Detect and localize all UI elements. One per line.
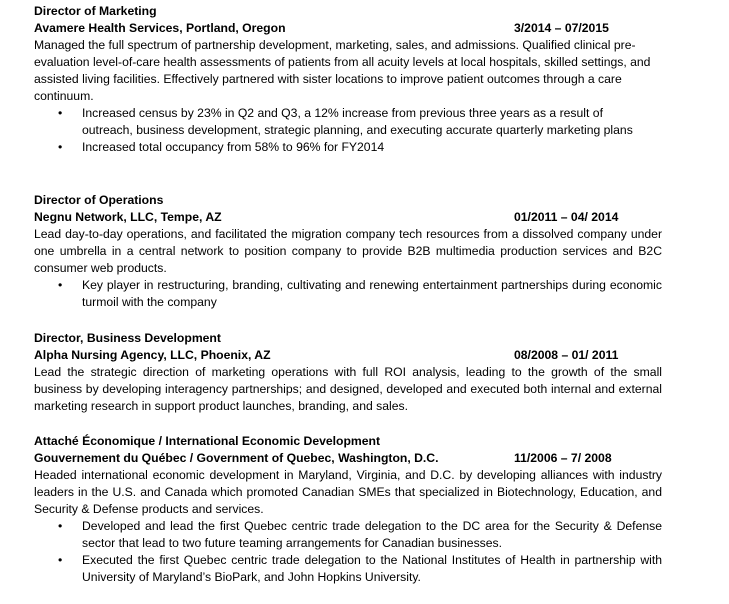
job-bullets [34, 277, 662, 311]
job-bullets [34, 105, 662, 156]
job-title: Attaché Économique / International Economic Development [34, 434, 381, 448]
bullet-icon: • [58, 106, 63, 120]
job-organization: Avamere Health Services, Portland, Oregon [34, 21, 286, 35]
bullet-icon: • [58, 278, 63, 292]
job-organization: Negnu Network, LLC, Tempe, AZ [34, 210, 222, 224]
job-bullets [34, 518, 662, 586]
list-item [34, 105, 642, 139]
list-item [34, 277, 662, 311]
job-description: Headed international economic development in Maryland, Virginia, and D.C. by developing alliances with industry leaders in the U.S. and Canada which promoted Canadian SMEs that specialized in Biotechnology, Education, and Security & Defense products and services. [34, 468, 662, 516]
bullet-icon: • [58, 553, 63, 567]
job-dates: 08/2008 – 01/ 2011 [514, 348, 619, 362]
list-item [34, 518, 662, 552]
job-description: Lead the strategic direction of marketing operations with full ROI analysis, leading to the growth of the small business by developing interagency partnerships; and designed, developed and executed both internal and external marketing research in support product launches, branding, and sales. [34, 365, 662, 413]
job-dates: 3/2014 – 07/2015 [514, 21, 609, 35]
bullet-icon: • [58, 140, 63, 154]
bullet-text: Increased total occupancy from 58% to 96% for FY2014 [82, 140, 385, 154]
bullet-text: Developed and lead the first Quebec centric trade delegation to the DC area for the Security & Defense sector that lead to two future teaming arrangements for Canadian businesses. [82, 519, 662, 550]
job-entry-operations [34, 192, 662, 311]
job-dates: 11/2006 – 7/ 2008 [514, 451, 612, 465]
job-description: Managed the full spectrum of partnership development, marketing, sales, and admissions. Qualified clinical pre-evaluation level-of-care health assessments of patients from all acuity levels at local hospitals, skilled settings, and assisted living facilities. Effectively partnered with sister locations to improve patient outcomes through a care continuum. [34, 38, 651, 103]
list-item [34, 552, 662, 586]
job-description: Lead day-to-day operations, and facilitated the migration company tech resources from a dissolved company under one umbrella in a central network to position company to provide B2B multimedia production services and B2C consumer web products. [34, 227, 662, 275]
list-item [34, 139, 662, 156]
job-org-line [34, 209, 662, 226]
job-title: Director, Business Development [34, 331, 221, 345]
job-organization: Alpha Nursing Agency, LLC, Phoenix, AZ [34, 348, 271, 362]
job-entry-business-development [34, 330, 662, 415]
job-entry-economic-development [34, 433, 662, 586]
job-organization: Gouvernement du Québec / Government of Quebec, Washington, D.C. [34, 451, 439, 465]
bullet-text: Increased census by 23% in Q2 and Q3, a 12% increase from previous three years as a result of outreach, business development, strategic planning, and executing accurate quarterly marketing plans [82, 106, 633, 137]
job-entry-marketing [34, 3, 662, 156]
job-org-line [34, 20, 662, 37]
bullet-text: Key player in restructuring, branding, cultivating and renewing entertainment partnerships during economic turmoil with the company [82, 278, 662, 309]
bullet-text: Executed the first Quebec centric trade delegation to the National Institutes of Health in partnership with University of Maryland’s BioPark, and John Hopkins University. [82, 553, 662, 584]
bullet-icon: • [58, 519, 63, 533]
job-dates: 01/2011 – 04/ 2014 [514, 210, 619, 224]
job-title: Director of Operations [34, 193, 164, 207]
job-org-line [34, 347, 662, 364]
job-org-line [34, 450, 662, 467]
job-title: Director of Marketing [34, 4, 157, 18]
